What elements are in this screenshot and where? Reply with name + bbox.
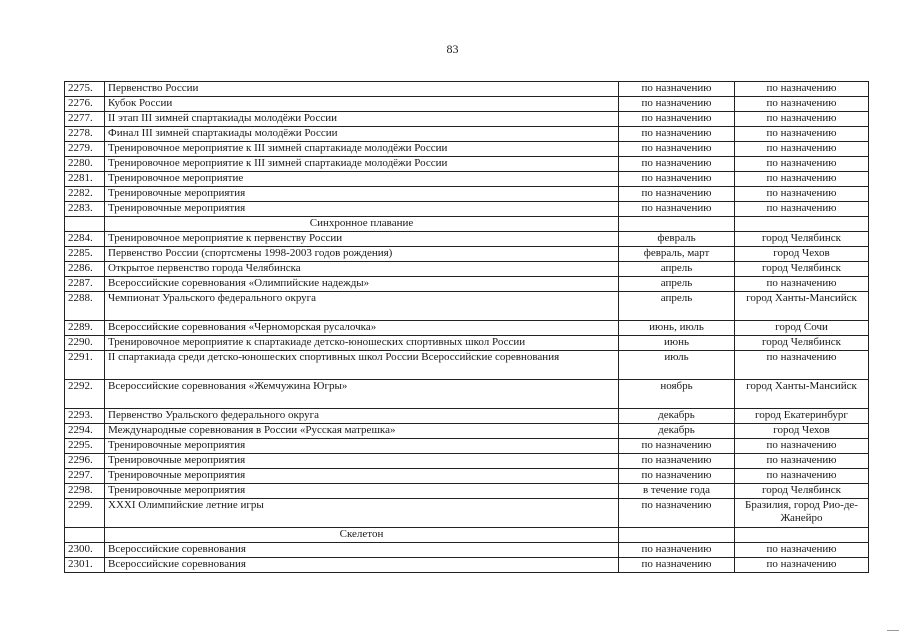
place-cell: город Ханты-Мансийск	[735, 292, 869, 321]
event-name-cell: XXXI Олимпийские летние игры	[105, 499, 619, 528]
margin-mark	[887, 630, 899, 634]
section-header-row	[65, 217, 869, 232]
place-cell: по назначению	[735, 202, 869, 217]
place-cell: город Чехов	[735, 424, 869, 439]
num-cell: 2296.	[65, 454, 105, 469]
num-cell: 2277.	[65, 112, 105, 127]
num-cell: 2293.	[65, 409, 105, 424]
table-row	[65, 187, 869, 202]
section-title: Скелетон	[105, 528, 619, 543]
table-row	[65, 543, 869, 558]
place-cell: по назначению	[735, 142, 869, 157]
table-row	[65, 484, 869, 499]
num-cell: 2290.	[65, 336, 105, 351]
event-name-cell: Тренировочные мероприятия	[105, 454, 619, 469]
event-name-cell: Тренировочные мероприятия	[105, 187, 619, 202]
table-row	[65, 232, 869, 247]
event-name-cell: Кубок России	[105, 97, 619, 112]
page-number: 83	[446, 42, 459, 56]
num-cell: 2288.	[65, 292, 105, 321]
num-cell: 2297.	[65, 469, 105, 484]
event-name-cell: Тренировочное мероприятие к III зимней спартакиаде молодёжи России	[105, 142, 619, 157]
num-cell: 2295.	[65, 439, 105, 454]
date-cell: по назначению	[619, 558, 735, 573]
num-cell: 2301.	[65, 558, 105, 573]
section-place-cell	[735, 217, 869, 232]
place-cell: город Челябинск	[735, 232, 869, 247]
place-cell: город Челябинск	[735, 336, 869, 351]
table-row	[65, 262, 869, 277]
event-name-cell: Тренировочное мероприятие к спартакиаде детско-юношеских спортивных школ России	[105, 336, 619, 351]
place-cell: город Челябинск	[735, 262, 869, 277]
event-name-cell: Первенство России	[105, 82, 619, 97]
table-row	[65, 424, 869, 439]
date-cell: июнь	[619, 336, 735, 351]
num-cell: 2298.	[65, 484, 105, 499]
table-row	[65, 409, 869, 424]
table-row	[65, 247, 869, 262]
table-row	[65, 127, 869, 142]
place-cell: по назначению	[735, 558, 869, 573]
events-table	[64, 81, 869, 573]
num-cell: 2300.	[65, 543, 105, 558]
event-name-cell: Всероссийские соревнования	[105, 558, 619, 573]
place-cell: по назначению	[735, 127, 869, 142]
place-cell: по назначению	[735, 543, 869, 558]
place-cell: по назначению	[735, 277, 869, 292]
place-cell: по назначению	[735, 469, 869, 484]
table-row	[65, 277, 869, 292]
date-cell: по назначению	[619, 469, 735, 484]
table-row	[65, 202, 869, 217]
table-row	[65, 142, 869, 157]
date-cell: апрель	[619, 262, 735, 277]
place-cell: по назначению	[735, 172, 869, 187]
num-cell: 2286.	[65, 262, 105, 277]
date-cell: по назначению	[619, 172, 735, 187]
date-cell: апрель	[619, 292, 735, 321]
date-cell: по назначению	[619, 112, 735, 127]
date-cell: по назначению	[619, 543, 735, 558]
date-cell: по назначению	[619, 127, 735, 142]
num-cell: 2289.	[65, 321, 105, 336]
place-cell: по назначению	[735, 82, 869, 97]
num-cell: 2284.	[65, 232, 105, 247]
place-cell: по назначению	[735, 439, 869, 454]
place-cell: по назначению	[735, 454, 869, 469]
table-row	[65, 82, 869, 97]
num-cell: 2279.	[65, 142, 105, 157]
place-cell: город Ханты-Мансийск	[735, 380, 869, 409]
table-row	[65, 351, 869, 380]
date-cell: февраль	[619, 232, 735, 247]
num-cell: 2285.	[65, 247, 105, 262]
table-row	[65, 292, 869, 321]
event-name-cell: Финал III зимней спартакиады молодёжи России	[105, 127, 619, 142]
event-name-cell: Тренировочные мероприятия	[105, 469, 619, 484]
event-name-cell: Всероссийские соревнования «Олимпийские надежды»	[105, 277, 619, 292]
place-cell: по назначению	[735, 112, 869, 127]
table-row	[65, 469, 869, 484]
num-cell: 2292.	[65, 380, 105, 409]
place-cell: по назначению	[735, 351, 869, 380]
section-date-cell	[619, 528, 735, 543]
event-name-cell: Международные соревнования в России «Русская матрешка»	[105, 424, 619, 439]
section-num-cell	[65, 528, 105, 543]
event-name-cell: Тренировочные мероприятия	[105, 439, 619, 454]
date-cell: ноябрь	[619, 380, 735, 409]
table-row	[65, 380, 869, 409]
date-cell: декабрь	[619, 424, 735, 439]
event-name-cell: Первенство Уральского федерального округа	[105, 409, 619, 424]
place-cell: по назначению	[735, 97, 869, 112]
event-name-cell: Всероссийские соревнования «Жемчужина Югры»	[105, 380, 619, 409]
event-name-cell: Всероссийские соревнования	[105, 543, 619, 558]
num-cell: 2275.	[65, 82, 105, 97]
place-cell: Бразилия, город Рио-де-Жанейро	[735, 499, 869, 528]
section-header-row	[65, 528, 869, 543]
place-cell: город Екатеринбург	[735, 409, 869, 424]
event-name-cell: Тренировочное мероприятие	[105, 172, 619, 187]
section-title: Синхронное плавание	[105, 217, 619, 232]
event-name-cell: II спартакиада среди детско-юношеских спортивных школ России Всероссийские соревнования	[105, 351, 619, 380]
num-cell: 2280.	[65, 157, 105, 172]
event-name-cell: Чемпионат Уральского федерального округа	[105, 292, 619, 321]
num-cell: 2281.	[65, 172, 105, 187]
num-cell: 2299.	[65, 499, 105, 528]
place-cell: город Сочи	[735, 321, 869, 336]
date-cell: по назначению	[619, 97, 735, 112]
num-cell: 2282.	[65, 187, 105, 202]
event-name-cell: Тренировочное мероприятие к III зимней спартакиаде молодёжи России	[105, 157, 619, 172]
event-name-cell: Первенство России (спортсмены 1998-2003 годов рождения)	[105, 247, 619, 262]
event-name-cell: II этап III зимней спартакиады молодёжи России	[105, 112, 619, 127]
place-cell: по назначению	[735, 187, 869, 202]
date-cell: по назначению	[619, 157, 735, 172]
date-cell: по назначению	[619, 499, 735, 528]
date-cell: по назначению	[619, 187, 735, 202]
num-cell: 2278.	[65, 127, 105, 142]
events-table-body	[65, 82, 869, 573]
place-cell: город Чехов	[735, 247, 869, 262]
event-name-cell: Открытое первенство города Челябинска	[105, 262, 619, 277]
place-cell: по назначению	[735, 157, 869, 172]
table-row	[65, 499, 869, 528]
table-row	[65, 321, 869, 336]
num-cell: 2291.	[65, 351, 105, 380]
date-cell: по назначению	[619, 202, 735, 217]
date-cell: по назначению	[619, 454, 735, 469]
date-cell: февраль, март	[619, 247, 735, 262]
date-cell: по назначению	[619, 142, 735, 157]
date-cell: по назначению	[619, 82, 735, 97]
date-cell: декабрь	[619, 409, 735, 424]
num-cell: 2276.	[65, 97, 105, 112]
date-cell: июль	[619, 351, 735, 380]
event-name-cell: Тренировочное мероприятие к первенству России	[105, 232, 619, 247]
num-cell: 2283.	[65, 202, 105, 217]
table-row	[65, 157, 869, 172]
date-cell: апрель	[619, 277, 735, 292]
table-row	[65, 172, 869, 187]
date-cell: в течение года	[619, 484, 735, 499]
num-cell: 2287.	[65, 277, 105, 292]
table-row	[65, 112, 869, 127]
event-name-cell: Всероссийские соревнования «Черноморская русалочка»	[105, 321, 619, 336]
table-row	[65, 97, 869, 112]
table-row	[65, 558, 869, 573]
place-cell: город Челябинск	[735, 484, 869, 499]
table-row	[65, 454, 869, 469]
event-name-cell: Тренировочные мероприятия	[105, 202, 619, 217]
event-name-cell: Тренировочные мероприятия	[105, 484, 619, 499]
section-date-cell	[619, 217, 735, 232]
date-cell: июнь, июль	[619, 321, 735, 336]
section-num-cell	[65, 217, 105, 232]
date-cell: по назначению	[619, 439, 735, 454]
table-row	[65, 439, 869, 454]
num-cell: 2294.	[65, 424, 105, 439]
table-row	[65, 336, 869, 351]
section-place-cell	[735, 528, 869, 543]
